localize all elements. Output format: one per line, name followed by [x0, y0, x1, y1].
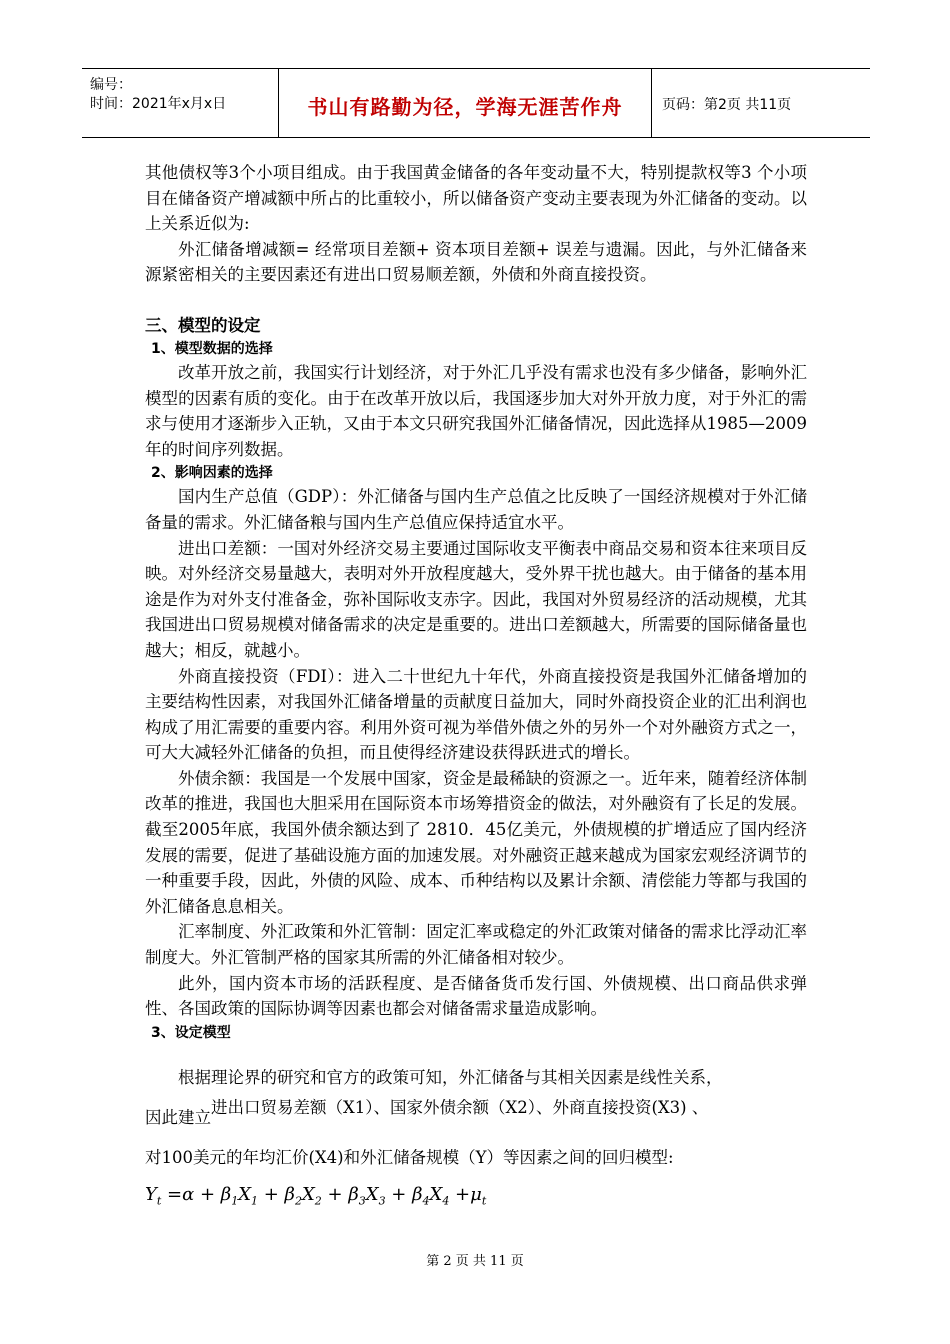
- header-motto-cell: [279, 69, 652, 137]
- header-page-label: 页码：第2页 共11页: [662, 97, 792, 113]
- date-label: 时间：2021年x月x日: [90, 96, 227, 112]
- paragraph: 其他债权等3个小项目组成。由于我国黄金储备的各年变动量不大，特别提款权等3 个小项目在储备资产增减额中所占的比重较小，所以储备资产变动主要表现为外汇储备的变动。以上关系近似为:: [145, 163, 807, 234]
- paragraph: [145, 1098, 807, 1138]
- paragraph: 根据理论界的研究和官方的政策可知，外汇储备与其相关因素是线性关系，: [178, 1067, 723, 1087]
- paragraph: 对100美元的年均汇价(X4)和外汇储备规模（Y）等因素之间的回归模型:: [145, 1147, 674, 1167]
- regression-formula: $Y_t =\alpha + \beta_1X_1 + \beta_2X_2 + \beta_3X_3 + \beta_4X_4 +\mu_t$: [145, 1183, 487, 1208]
- page-footer: 第 2 页 共 11 页: [426, 1254, 524, 1269]
- paragraph: 外债余额：我国是一个发展中国家，资金是最稀缺的资源之一。近年来，随着经济体制改革的推进，我国也大胆采用在国际资本市场筹措资金的做法，对外融资有了长足的发展。截至2005年底，我国外债余额达到了 2810．45亿美元，外债规模的扩增适应了国内经济发展的需要，促进了基础设施方面的加速发展。对外融资正越来越成为国家宏观经济调节的一种重要手段，因此，外债的风险、成本、币种结构以及累计余额、清偿能力等都与我国的外汇储备息息相关。: [145, 768, 807, 916]
- header-info-cell: [82, 69, 279, 137]
- page-header: [82, 68, 870, 138]
- section-heading: 三、模型的设定: [145, 315, 261, 335]
- paragraph: 外汇储备增减额= 经常项目差额+ 资本项目差额+ 误差与遗漏。因此，与外汇储备来源紧密相关的主要因素还有进出口贸易顺差额，外债和外商直接投资。: [145, 239, 807, 285]
- paragraph: 此外，国内资本市场的活跃程度、是否储备货币发行国、外债规模、出口商品供求弹性、各国政策的国际协调等因素也都会对储备需求量造成影响。: [145, 973, 807, 1019]
- document-body: [145, 160, 807, 1218]
- paragraph: 汇率制度、外汇政策和外汇管制：固定汇率或稳定的外汇政策对储备的需求比浮动汇率制度大。外汇管制严格的国家其所需的外汇储备相对较少。: [145, 922, 807, 968]
- motto: 书山有路勤为径，学海无涯苦作舟: [307, 95, 623, 119]
- subsection-heading: 2、影响因素的选择: [151, 465, 273, 482]
- paragraph: 进出口差额：一国对外经济交易主要通过国际收支平衡表中商品交易和资本往来项目反映。对外经济交易量越大，表明对外开放程度越大，受外界干扰也越大。由于储备的基本用途是作为对外支付准备金，弥补国际收支赤字。因此，我国对外贸易经济的活动规模，尤其我国进出口贸易规模对储备需求的决定是重要的。进出口差额越大，所需要的国际储备量也越大；相反，就越小。: [145, 538, 807, 660]
- paragraph: 国内生产总值（GDP）：外汇储备与国内生产总值之比反映了一国经济规模对于外汇储备量的需求。外汇储备粮与国内生产总值应保持适宜水平。: [145, 487, 807, 532]
- text-span: 进出口贸易差额（X1）、国家外债余额（X2）、外商直接投资(X3) 、: [211, 1097, 709, 1117]
- paragraph: 外商直接投资（FDI）：进入二十世纪九十年代，外商直接投资是我国外汇储备增加的主要结构性因素，对我国外汇储备增量的贡献度日益加大，同时外商投资企业的汇出利润也构成了用汇需要的重要内容。利用外资可视为举借外债之外的另外一个对外融资方式之一，可大大减轻外汇储备的负担，而且使得经济建设获得跃进式的增长。: [145, 666, 807, 763]
- subsection-heading: 1、模型数据的选择: [151, 340, 273, 357]
- paragraph: 改革开放之前，我国实行计划经济，对于外汇几乎没有需求也没有多少储备，影响外汇模型的因素有质的变化。由于在改革开放以后，我国逐步加大对外开放力度，对于外汇的需求与使用才逐渐步入正轨，又由于本文只研究我国外汇储备情况，因此选择从1985—2009年的时间序列数据。: [145, 362, 807, 459]
- subsection-heading: 3、设定模型: [151, 1024, 231, 1041]
- header-page-cell: [652, 69, 870, 137]
- text-span: 因此建立: [145, 1107, 211, 1127]
- number-label: 编号：: [90, 77, 132, 93]
